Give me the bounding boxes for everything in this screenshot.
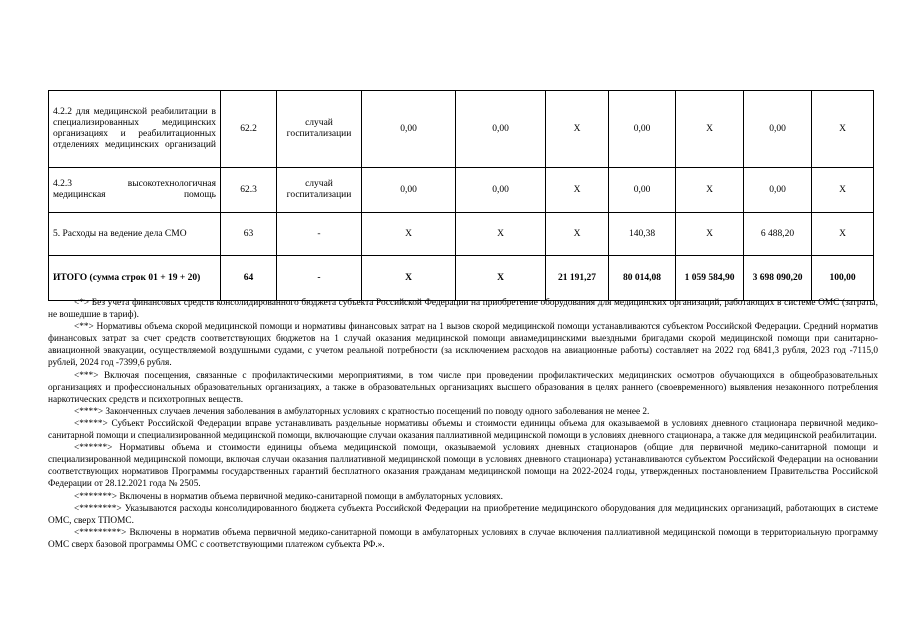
- value-cell: X: [456, 256, 546, 301]
- footnote: <******> Нормативы объема и стоимости единицы объема медицинской помощи, оказываемой условиях дневных стационаров (общие для первичной медико-санитарной помощи и специализированной медицинской помощи, включая случаи оказания паллиативной медицинской помощи в условиях дневного стационара) устанавливаются субъектом Российской Федерации на основании соответствующих нормативов Программы государственных гарантий бесплатного оказания гражданам медицинской помощи на 2022-2024 годы, утвержденных постановлением Правительства Российской Федерации от 28.12.2021 года № 2505.: [48, 443, 878, 490]
- value-cell: 1 059 584,90: [676, 256, 744, 301]
- value-cell: 21 191,27: [546, 256, 609, 301]
- footnote: <*> Без учета финансовых средств консолидированного бюджета субъекта Российской Федерации на приобретение оборудования для медицинских организаций, работающих в системе ОМС (затраты, не вошедшие в тариф).: [48, 298, 878, 321]
- row-name-cell: 4.2.3 высокотехнологичная медицинская помощь: [49, 168, 221, 213]
- value-cell: X: [812, 213, 874, 256]
- value-cell: X: [362, 256, 456, 301]
- footnote: <*****> Субъект Российской Федерации вправе устанавливать раздельные нормативы объемы и стоимости единицы объема для оказываемой в условиях дневного стационара первичной медико-санитарной помощи и специализированной медицинской помощи, включающие случаи оказания паллиативной медицинской помощи в условиях дневного стационара, а также для медицинской реабилитации.: [48, 418, 878, 442]
- row-unit-cell: случай госпитализации: [277, 91, 362, 168]
- row-code-cell: 62.2: [221, 91, 277, 168]
- row-name-cell: 5. Расходы на ведение дела СМО: [49, 213, 221, 256]
- value-cell: 0,00: [744, 168, 812, 213]
- value-cell: 140,38: [609, 213, 676, 256]
- value-cell: X: [546, 91, 609, 168]
- value-cell: X: [676, 213, 744, 256]
- value-cell: 6 488,20: [744, 213, 812, 256]
- financial-norms-table: [48, 90, 874, 301]
- value-cell: X: [362, 213, 456, 256]
- value-cell: 3 698 090,20: [744, 256, 812, 301]
- value-cell: 80 014,08: [609, 256, 676, 301]
- value-cell: 0,00: [456, 91, 546, 168]
- value-cell: 100,00: [812, 256, 874, 301]
- value-cell: X: [812, 168, 874, 213]
- table-row: [49, 213, 874, 256]
- row-code-cell: 62.3: [221, 168, 277, 213]
- footnotes: [48, 297, 878, 551]
- value-cell: X: [676, 91, 744, 168]
- row-unit-cell: случай госпитализации: [277, 168, 362, 213]
- footnote: <****> Законченных случаев лечения заболевания в амбулаторных условиях с кратностью посещений по поводу одного заболевания не менее 2.: [74, 406, 650, 417]
- value-cell: X: [456, 213, 546, 256]
- value-cell: 0,00: [609, 91, 676, 168]
- footnote: <**> Нормативы объема скорой медицинской помощи и нормативы финансовых затрат на 1 вызов скорой медицинской помощи устанавливаются субъектом Российской Федерации. Средний норматив финансовых затрат за счет средств соответствующих бюджетов на 1 случай оказания медицинской помощи авиамедицинскими выездными бригадами скорой медицинской помощи при санитарно-авиационной эвакуации, осуществляемой воздушными судами, с учетом реальной потребности (за исключением расходов на авиационные работы) составляет на 2022 год 6841,3 рубля, 2023 год -7115,0 рублей, 2024 год -7399,6 рубля.: [48, 322, 878, 369]
- row-code-cell: 64: [221, 256, 277, 301]
- value-cell: 0,00: [362, 91, 456, 168]
- table-row: [49, 168, 874, 213]
- value-cell: 0,00: [456, 168, 546, 213]
- footnote: <***> Включая посещения, связанные с профилактическими мероприятиями, в том числе при проведении профилактических медицинских осмотров обучающихся в общеобразовательных организациях и профессиональных образовательных организациях, а также в образовательных организациях высшего образования в целях раннего (своевременного) выявления незаконного потребления наркотических средств и психотропных веществ.: [48, 370, 878, 405]
- value-cell: X: [546, 213, 609, 256]
- table-row-total: [49, 256, 874, 301]
- row-unit-cell: -: [277, 256, 362, 301]
- footnote: <*********> Включены в норматив объема первичной медико-санитарной помощи в амбулаторных условиях в случае включения паллиативной медицинской помощи в территориальную программу ОМС сверх базовой программы ОМС с соответствующими платежом субъекта РФ.».: [48, 527, 878, 550]
- footnote: <********> Указываются расходы консолидированного бюджета субъекта Российской Федерации на приобретение медицинского оборудования для медицинских организаций, работающих в системе ОМС, сверх ТПОМС.: [48, 503, 878, 526]
- row-name-cell: 4.2.2 для медицинской реабилитации в специализированных медицинских организациях и реабилитационных отделениях медицинских организаций: [49, 91, 221, 168]
- row-code-cell: 63: [221, 213, 277, 256]
- total-name-cell: ИТОГО (сумма строк 01 + 19 + 20): [49, 256, 221, 301]
- table-row: [49, 91, 874, 168]
- value-cell: 0,00: [362, 168, 456, 213]
- footnote: <*******> Включены в норматив объема первичной медико-санитарной помощи в амбулаторных условиях.: [74, 491, 503, 502]
- value-cell: 0,00: [744, 91, 812, 168]
- value-cell: X: [546, 168, 609, 213]
- value-cell: X: [676, 168, 744, 213]
- value-cell: X: [812, 91, 874, 168]
- row-unit-cell: -: [277, 213, 362, 256]
- value-cell: 0,00: [609, 168, 676, 213]
